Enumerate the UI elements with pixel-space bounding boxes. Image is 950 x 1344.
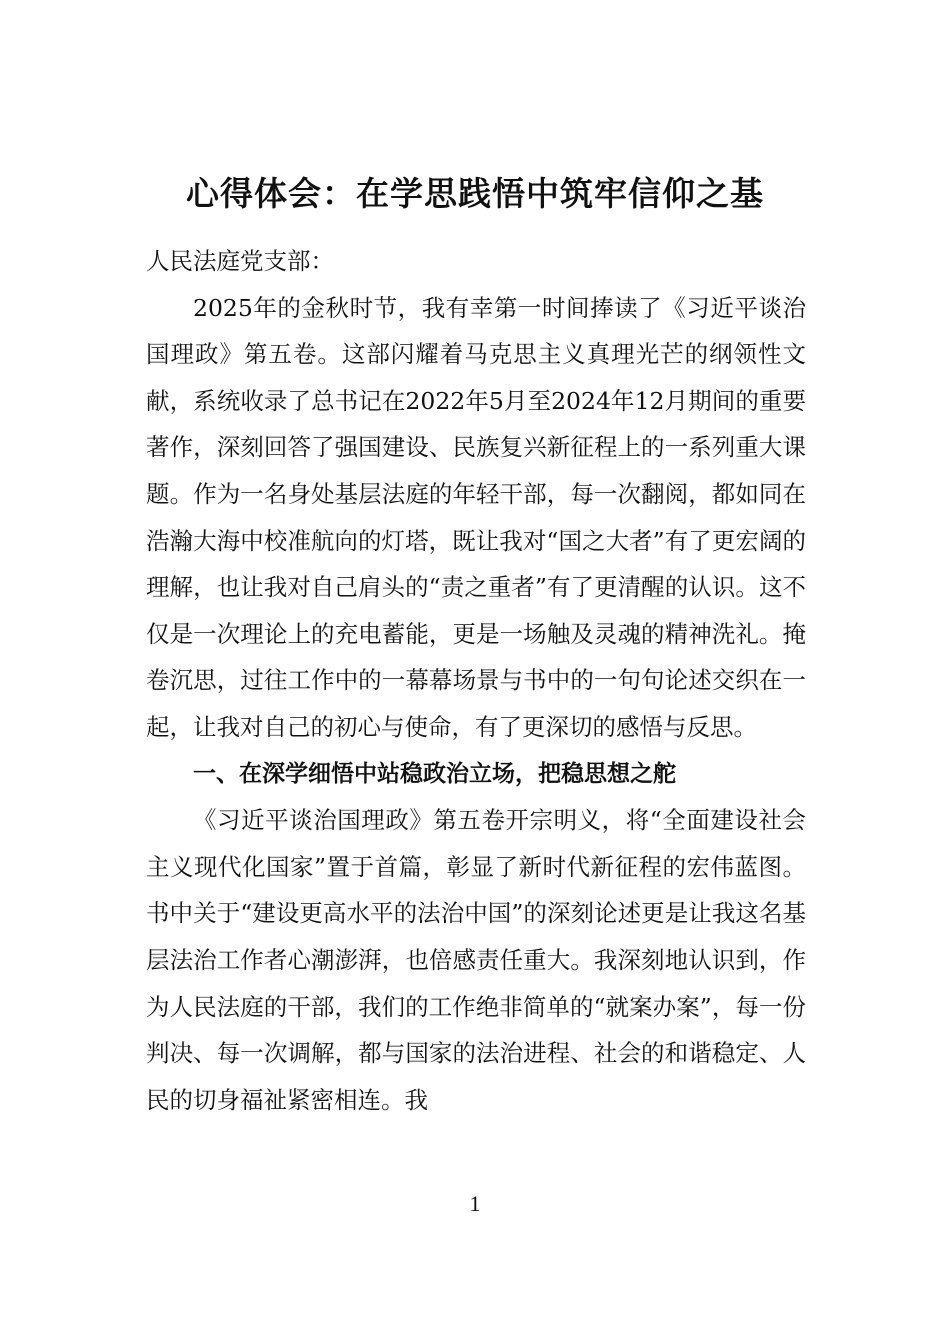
paragraph-intro: 2025年的金秋时节，我有幸第一时间捧读了《习近平谈治国理政》第五卷。这部闪耀着马克思主义真理光芒的纲领性文献，系统收录了总书记在2022年5月至2024年12月期间的重要著作，深刻回答了强国建设、民族复兴新征程上的一系列重大课题。作为一名身处基层法庭的年轻干部，每一次翻阅，都如同在浩瀚大海中校准航向的灯塔，既让我对“国之大者”有了更宏阔的理解，也让我对自己肩头的“责之重者”有了更清醒的认识。这不仅是一次理论上的充电蓄能，更是一场触及灵魂的精神洗礼。掩卷沉思，过往工作中的一幕幕场景与书中的一句句论述交织在一起，让我对自己的初心与使命，有了更深切的感悟与反思。: [146, 293, 806, 741]
document-body: [146, 238, 806, 1123]
document-title: 心得体会：在学思践悟中筑牢信仰之基: [186, 174, 764, 213]
page-number: 1: [469, 1191, 481, 1216]
paragraph-section-one: 《习近平谈治国理政》第五卷开宗明义，将“全面建设社会主义现代化国家”置于首篇，彰显了新时代新征程的宏伟蓝图。书中关于“建设更高水平的法治中国”的深刻论述更是让我这名基层法治工作者心潮澎湃，也倍感责任重大。我深刻地认识到，作为人民法庭的干部，我们的工作绝非简单的“就案办案”，每一份判决、每一次调解，都与国家的法治进程、社会的和谐稳定、人民的切身福祉紧密相连。我: [146, 806, 806, 1114]
salutation: 人民法庭党支部：: [146, 247, 334, 275]
section-heading: 一、在深学细悟中站稳政治立场，把稳思想之舵: [193, 760, 676, 787]
